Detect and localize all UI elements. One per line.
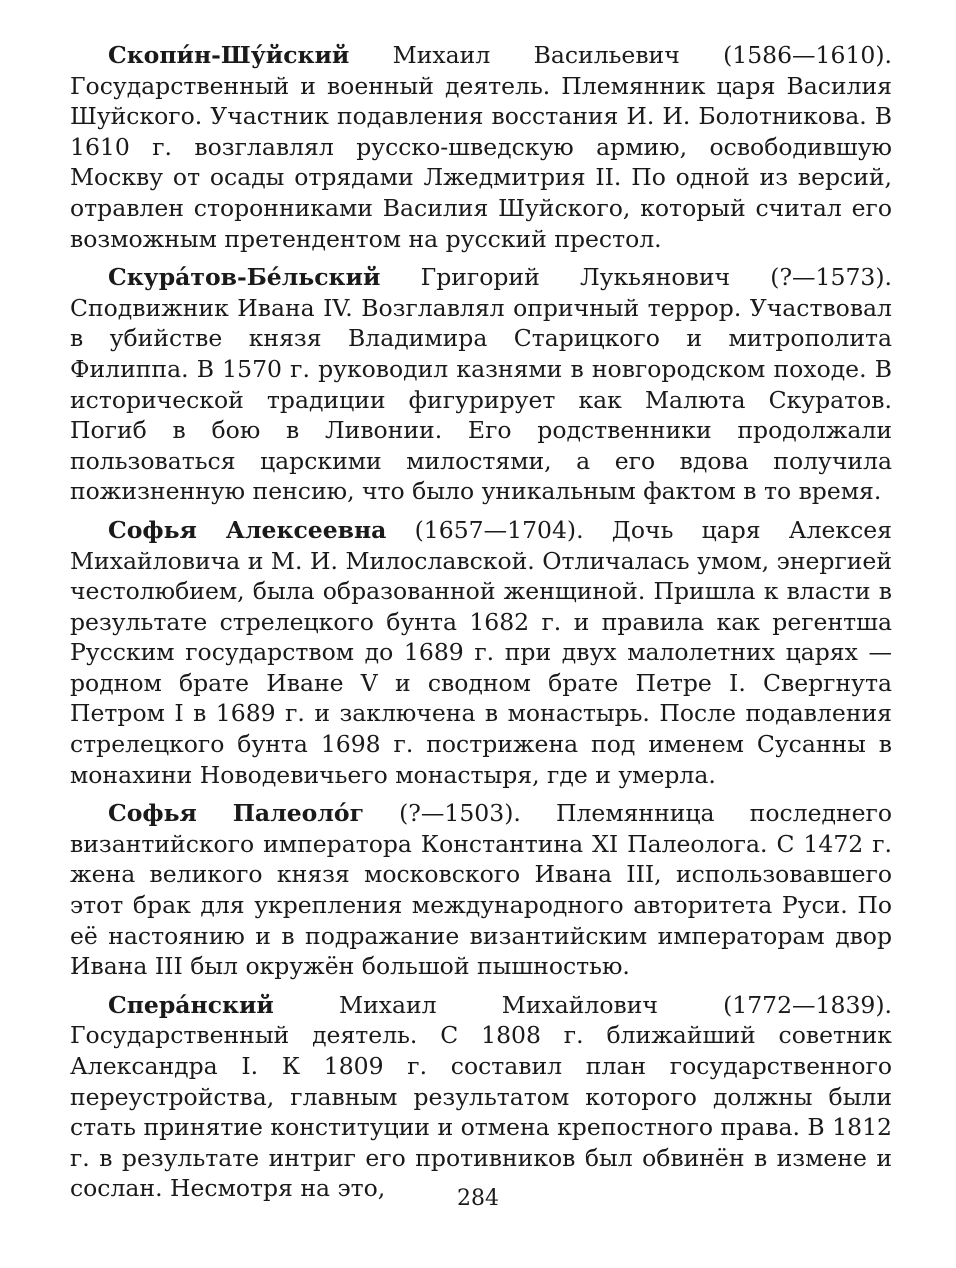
biographical-entries <box>70 40 892 1212</box>
entry-name: Софья Алексеевна <box>108 515 387 544</box>
entry-text: Михаил Михайлович (1772—1839). Государственный деятель. С 1808 г. ближайший советник Александра I. К 1809 г. составил план государственного переустройства, главным результатом которого должны были стать принятие конституции и отмена крепостного права. В 1812 г. в результате интриг его противников был обвинён в измене и сослан. Несмотря на это, <box>70 990 892 1203</box>
entry-text: Михаил Васильевич (1586—1610). Государственный и военный деятель. Племянник царя Василия Шуйского. Участник подавления восстания И. И. Болотникова. В 1610 г. возглавлял русско-шведскую армию, освободившую Москву от осады отрядами Лжедмитрия II. По одной из версий, отравлен сторонниками Василия Шуйского, который считал его возможным претендентом на русский престол. <box>70 41 892 253</box>
page-number: 284 <box>457 1186 499 1211</box>
entry-sofia-paleolog <box>70 798 892 982</box>
entry-speransky <box>70 990 892 1204</box>
entry-sofia-alekseevna <box>70 515 892 790</box>
entry-text: Григорий Лукьянович (?—1573). Сподвижник Ивана IV. Возглавлял опричный террор. Участвовал в убийстве князя Владимира Старицкого и митрополита Филиппа. В 1570 г. руководил казнями в новгородском походе. В исторической традиции фигурирует как Малюта Скуратов. Погиб в бою в Ливонии. Его родственники продолжали пользоваться царскими милостями, а его вдова получила пожизненную пенсию, что было уникальным фактом в то время. <box>70 263 892 506</box>
entry-skuratov-belsky <box>70 262 892 507</box>
entry-skopin-shuisky <box>70 40 892 254</box>
entry-text: (1657—1704). Дочь царя Алексея Михайловича и М. И. Милославской. Отличалась умом, энергией честолюбием, была образованной женщиной. Пришла к власти в результате стрелецкого бунта 1682 г. и правила как регентша Русским государством до 1689 г. при двух малолетних царях — родном брате Иване V и сводном брате Петре I. Свергнута Петром I в 1689 г. и заключена в монастырь. После подавления стрелецкого бунта 1698 г. пострижена под именем Сусанны в монахини Новодевичьего монастыря, где и умерла. <box>70 515 892 789</box>
entry-name: Софья Палеоло́г <box>108 799 364 828</box>
entry-text: (?—1503). Племянница последнего византийского императора Константина XI Палеолога. С 1472 г. жена великого князя московского Ивана III, использовавшего этот брак для укрепления международного авторитета Руси. По её настоянию и в подражание византийским императорам двор Ивана III был окружён большой пышностью. <box>70 799 892 981</box>
entry-name: Скопи́н-Шу́йский <box>108 41 350 69</box>
entry-name: Скура́тов-Бе́льский <box>108 263 381 292</box>
entry-name: Спера́нский <box>108 990 274 1019</box>
